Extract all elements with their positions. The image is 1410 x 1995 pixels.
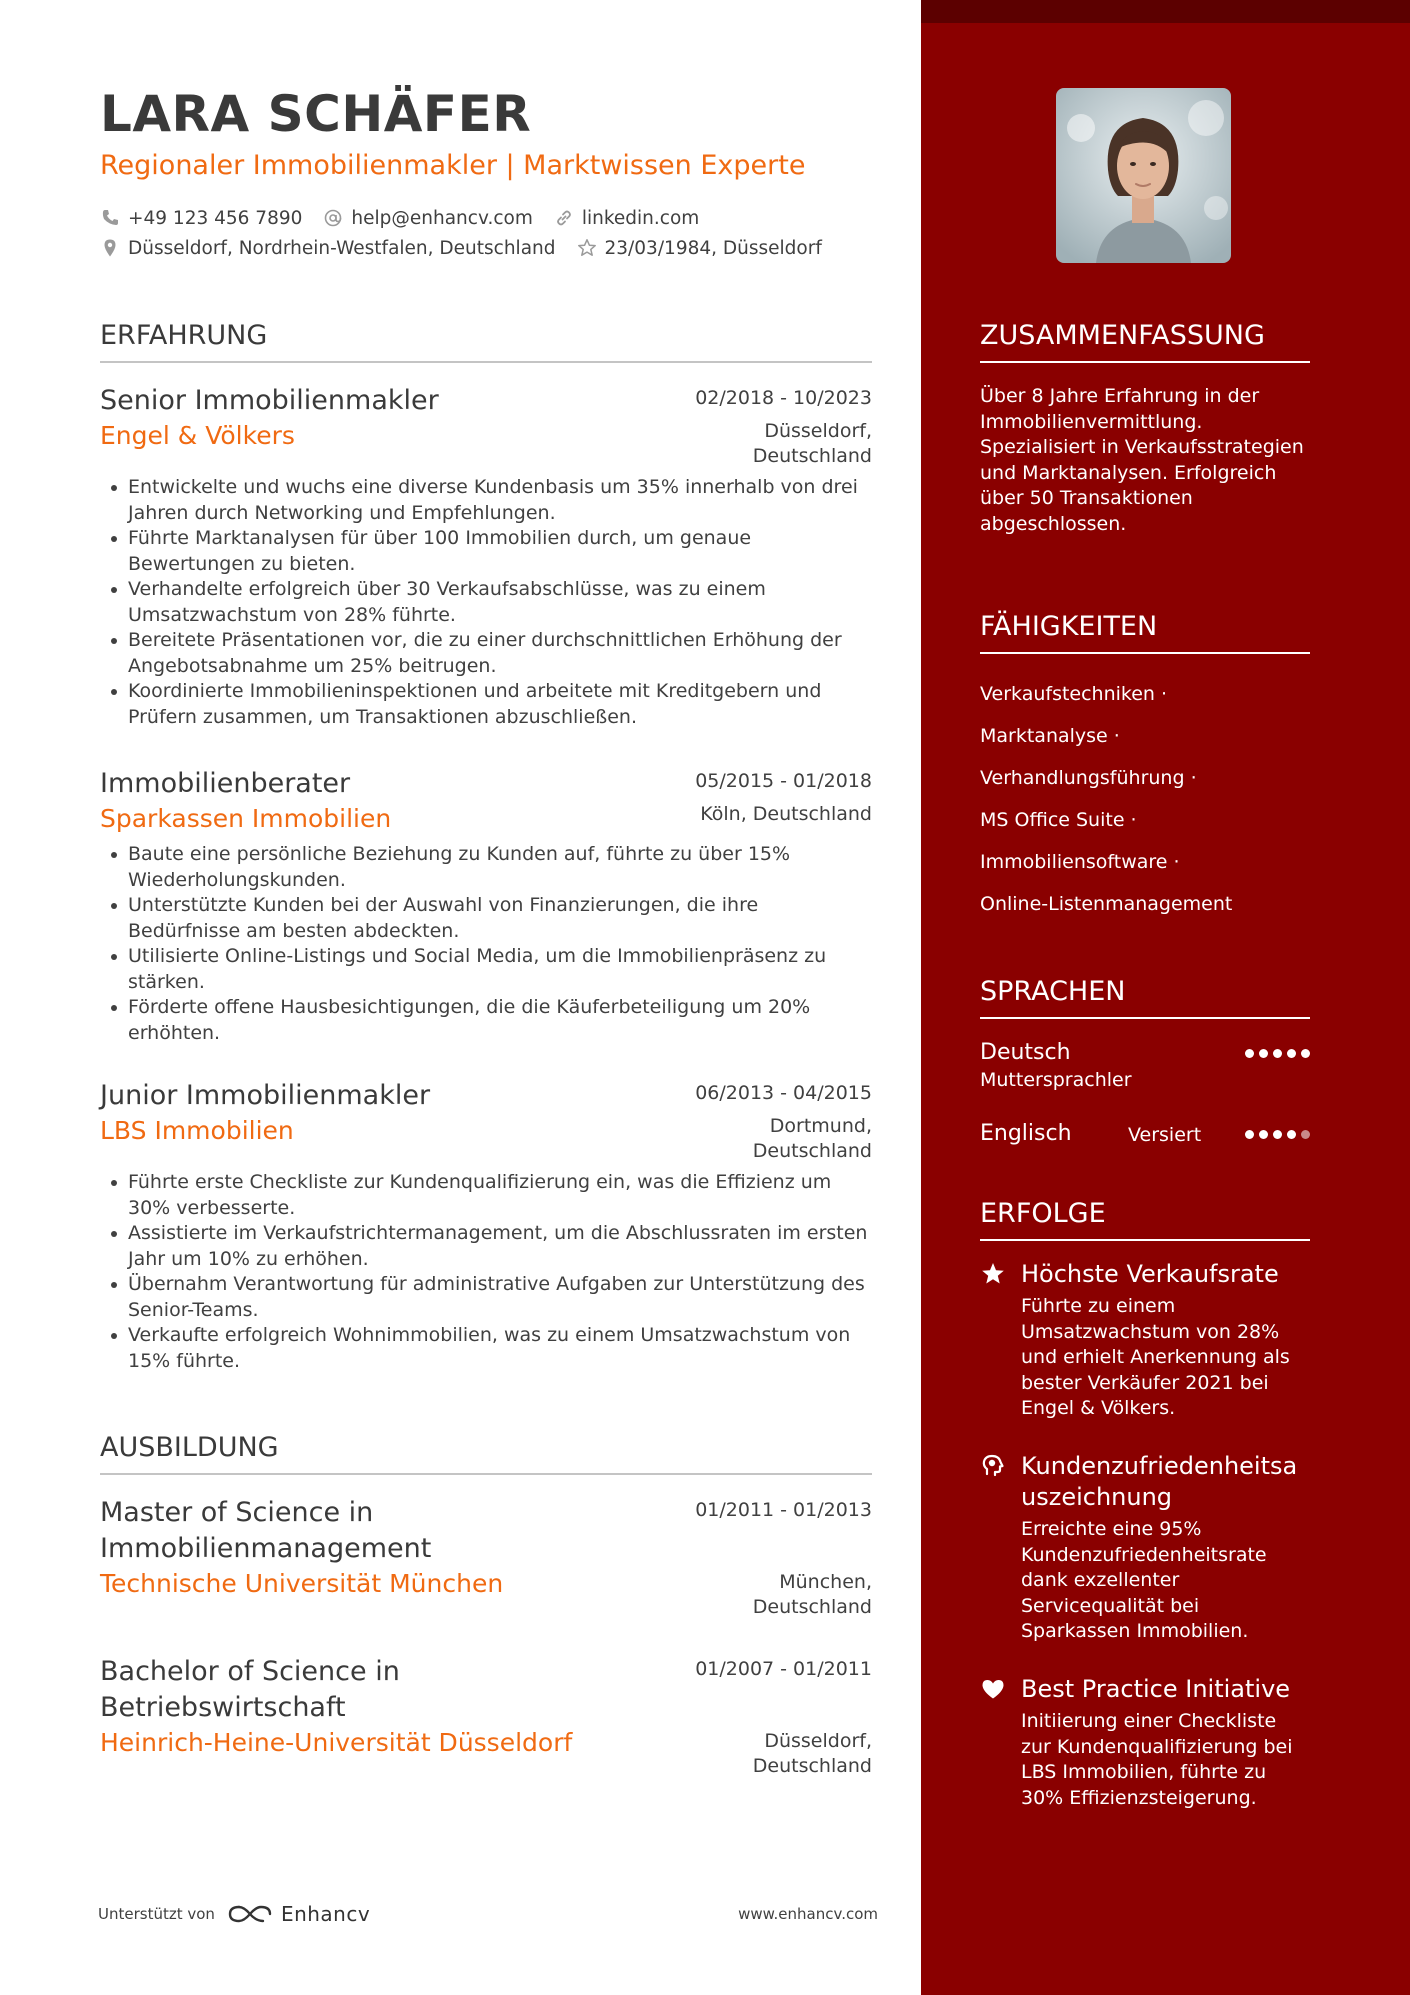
language-name: Englisch: [980, 1121, 1072, 1146]
company-name: Sparkassen Immobilien: [100, 804, 392, 833]
skills-list: [980, 673, 1310, 925]
bullet-item: Assistierte im Verkaufstrichtermanagement, um die Abschlussraten im ersten Jahr um 10% zu erhöhen.: [100, 1221, 872, 1272]
email-address: help@enhancv.com: [351, 207, 533, 229]
school-location-line1: Düsseldorf,: [764, 1730, 872, 1752]
school-name: Heinrich-Heine-Universität Düsseldorf: [100, 1728, 573, 1757]
job-title: Senior Immobilienmakler: [100, 385, 439, 416]
rating-dot: [1259, 1049, 1268, 1058]
bullet-item: Führte erste Checkliste zur Kundenqualifizierung ein, was die Effizienz um 30% verbesserte.: [100, 1170, 872, 1221]
job-bullets: [100, 1170, 872, 1374]
footer: [98, 1896, 878, 1926]
phone-number: +49 123 456 7890: [128, 207, 303, 229]
candidate-name: LARA SCHÄFER: [100, 85, 532, 143]
skills-section-title: FÄHIGKEITEN: [980, 611, 1310, 654]
achievement-title: Höchste Verkaufsrate: [1021, 1260, 1279, 1288]
bullet-item: Utilisierte Online-Listings und Social Media, um die Immobilienpräsenz zu stärken.: [100, 944, 872, 995]
summary-text: Über 8 Jahre Erfahrung in der Immobilienvermittlung. Spezialisiert in Verkaufsstrategien und Marktanalysen. Erfolgreich über 50 Transaktionen abgeschlossen.: [980, 385, 1304, 535]
achievement-title: Best Practice Initiative: [1021, 1675, 1291, 1703]
location-pin-icon: [100, 238, 120, 258]
skill-item: Verkaufstechniken ·: [980, 683, 1168, 705]
degree-line1: Master of Science in: [100, 1497, 374, 1528]
job-bullets: [100, 475, 872, 730]
education-entry-2: [100, 1654, 872, 1779]
achievement-item-2: [980, 1451, 1310, 1645]
website-link[interactable]: www.enhancv.com: [738, 1905, 878, 1923]
job-location-line1: Dortmund,: [769, 1115, 872, 1137]
school-location: [753, 1729, 872, 1779]
language-item-englisch: [980, 1120, 1310, 1148]
email-contact[interactable]: [323, 208, 532, 229]
summary-section-title: ZUSAMMENFASSUNG: [980, 320, 1310, 363]
achievement-desc: Initiierung einer Checkliste zur Kundenqualifizierung bei LBS Immobilien, führte zu 30% Effizienzsteigerung.: [1021, 1710, 1293, 1809]
bullet-item: Förderte offene Hausbesichtigungen, die die Käuferbeteiligung um 20% erhöhten.: [100, 995, 872, 1046]
job-title: Immobilienberater: [100, 768, 351, 799]
language-item-deutsch: [980, 1039, 1310, 1093]
achievement-desc: Erreichte eine 95% Kundenzufriedenheitsrate dank exzellenter Servicequalität bei Sparkassen Immobilien.: [1021, 1518, 1267, 1642]
star-outline-icon: [577, 238, 597, 258]
brand-name: Enhancv: [280, 1902, 371, 1926]
degree-title: [100, 1495, 431, 1567]
link-icon: [554, 208, 574, 228]
headline: Regionaler Immobilienmakler | Marktwissen Experte: [100, 150, 806, 181]
skill-item: Verhandlungsführung ·: [980, 767, 1197, 789]
bullet-item: Unterstützte Kunden bei der Auswahl von Finanzierungen, die ihre Bedürfnisse am besten abdeckten.: [100, 893, 872, 944]
degree-line2: Betriebswirtschaft: [100, 1692, 346, 1723]
job-dates: 06/2013 - 04/2015: [695, 1082, 872, 1104]
language-rating: [1240, 1130, 1310, 1139]
rating-dot: [1245, 1049, 1254, 1058]
experience-entry-1: [100, 383, 872, 730]
experience-section-title: ERFAHRUNG: [100, 320, 872, 363]
skill-item: Immobiliensoftware ·: [980, 851, 1180, 873]
bullet-item: Verkaufte erfolgreich Wohnimmobilien, was zu einem Umsatzwachstum von 15% führte.: [100, 1323, 872, 1374]
company-name: Engel & Völkers: [100, 421, 295, 450]
bullet-item: Entwickelte und wuchs eine diverse Kundenbasis um 35% innerhalb von drei Jahren durch Networking und Empfehlungen.: [100, 475, 872, 526]
heart-icon: [980, 1676, 1006, 1702]
star-icon: [980, 1261, 1006, 1287]
profile-photo: [1056, 88, 1231, 263]
job-location-line1: Köln, Deutschland: [700, 803, 872, 825]
achievement-desc: Führte zu einem Umsatzwachstum von 28% und erhielt Anerkennung als bester Verkäufer 2021 bei Engel & Völkers.: [1021, 1295, 1290, 1419]
head-icon: [980, 1453, 1006, 1479]
job-location: [753, 419, 872, 469]
job-location-line1: Düsseldorf,: [764, 420, 872, 442]
skill-item: Online-Listenmanagement: [980, 893, 1233, 915]
language-rating: [1240, 1049, 1310, 1058]
bullet-item: Führte Marktanalysen für über 100 Immobilien durch, um genaue Bewertungen zu bieten.: [100, 526, 872, 577]
job-title: Junior Immobilienmakler: [100, 1080, 431, 1111]
linkedin-url: linkedin.com: [581, 207, 700, 229]
rating-dot: [1287, 1130, 1296, 1139]
birth-info: [577, 238, 822, 259]
job-location-line2: Deutschland: [752, 445, 872, 467]
school-location-line2: Deutschland: [752, 1596, 872, 1618]
school-location-line2: Deutschland: [752, 1755, 872, 1777]
powered-by: [98, 1902, 370, 1926]
education-dates: 01/2007 - 01/2011: [695, 1658, 872, 1680]
rating-dot: [1273, 1049, 1282, 1058]
bullet-item: Verhandelte erfolgreich über 30 Verkaufsabschlüsse, was zu einem Umsatzwachstum von 28% führte.: [100, 577, 872, 628]
rating-dot: [1259, 1130, 1268, 1139]
job-dates: 05/2015 - 01/2018: [695, 770, 872, 792]
phone-icon: [100, 208, 120, 228]
achievement-title-line1: Kundenzufriedenheitsa: [1021, 1452, 1298, 1480]
education-entry-1: [100, 1495, 872, 1620]
contact-info: [100, 203, 872, 263]
bullet-item: Koordinierte Immobilieninspektionen und arbeitete mit Kreditgebern und Prüfern zusammen, um Transaktionen abzuschließen.: [100, 679, 872, 730]
bullet-item: Baute eine persönliche Beziehung zu Kunden auf, führte zu über 15% Wiederholungskunden.: [100, 842, 872, 893]
language-level: Muttersprachler: [980, 1069, 1132, 1091]
achievement-title: [1021, 1451, 1310, 1513]
rating-dot: [1273, 1130, 1282, 1139]
rating-dot: [1301, 1049, 1310, 1058]
school-location-line1: München,: [779, 1571, 872, 1593]
powered-by-text: Unterstützt von: [98, 1905, 215, 1923]
experience-entry-3: [100, 1078, 872, 1374]
languages-section-title: SPRACHEN: [980, 976, 1310, 1019]
language-name: Deutsch: [980, 1040, 1071, 1065]
job-location: [753, 1114, 872, 1164]
job-bullets: [100, 842, 872, 1046]
skill-item: MS Office Suite ·: [980, 809, 1137, 831]
rating-dot: [1245, 1130, 1254, 1139]
degree-line2: Immobilienmanagement: [100, 1533, 432, 1564]
school-name: Technische Universität München: [100, 1569, 504, 1598]
job-location-line2: Deutschland: [752, 1140, 872, 1162]
education-section-title: AUSBILDUNG: [100, 1432, 872, 1475]
rating-dot: [1301, 1130, 1310, 1139]
sidebar: [921, 0, 1410, 1995]
linkedin-contact[interactable]: [554, 208, 699, 229]
bullet-item: Bereitete Präsentationen vor, die zu einer durchschnittlichen Erhöhung der Angebotsabnahme um 25% beitrugen.: [100, 628, 872, 679]
company-name: LBS Immobilien: [100, 1116, 294, 1145]
location-text: Düsseldorf, Nordrhein-Westfalen, Deutschland: [128, 237, 556, 259]
achievements-section-title: ERFOLGE: [980, 1198, 1310, 1241]
school-location: [753, 1570, 872, 1620]
brand-logo[interactable]: [227, 1902, 370, 1926]
achievement-item-3: [980, 1674, 1310, 1811]
enhancv-logo-icon: [227, 1903, 273, 1925]
skill-item: Marktanalyse ·: [980, 725, 1120, 747]
achievement-item-1: [980, 1259, 1310, 1422]
location-contact: [100, 238, 556, 259]
job-dates: 02/2018 - 10/2023: [695, 387, 872, 409]
birth-text: 23/03/1984, Düsseldorf: [604, 237, 822, 259]
at-icon: [323, 208, 343, 228]
rating-dot: [1287, 1049, 1296, 1058]
job-location: [700, 802, 872, 827]
sidebar-top-bar: [921, 0, 1410, 23]
degree-title: [100, 1654, 400, 1726]
degree-line1: Bachelor of Science in: [100, 1656, 400, 1687]
language-level: Versiert: [1128, 1124, 1202, 1146]
experience-entry-2: [100, 766, 872, 1046]
bullet-item: Übernahm Verantwortung für administrative Aufgaben zur Unterstützung des Senior-Teams.: [100, 1272, 872, 1323]
achievement-title-line2: uszeichnung: [1021, 1483, 1173, 1511]
education-dates: 01/2011 - 01/2013: [695, 1499, 872, 1521]
phone-contact[interactable]: [100, 208, 302, 229]
